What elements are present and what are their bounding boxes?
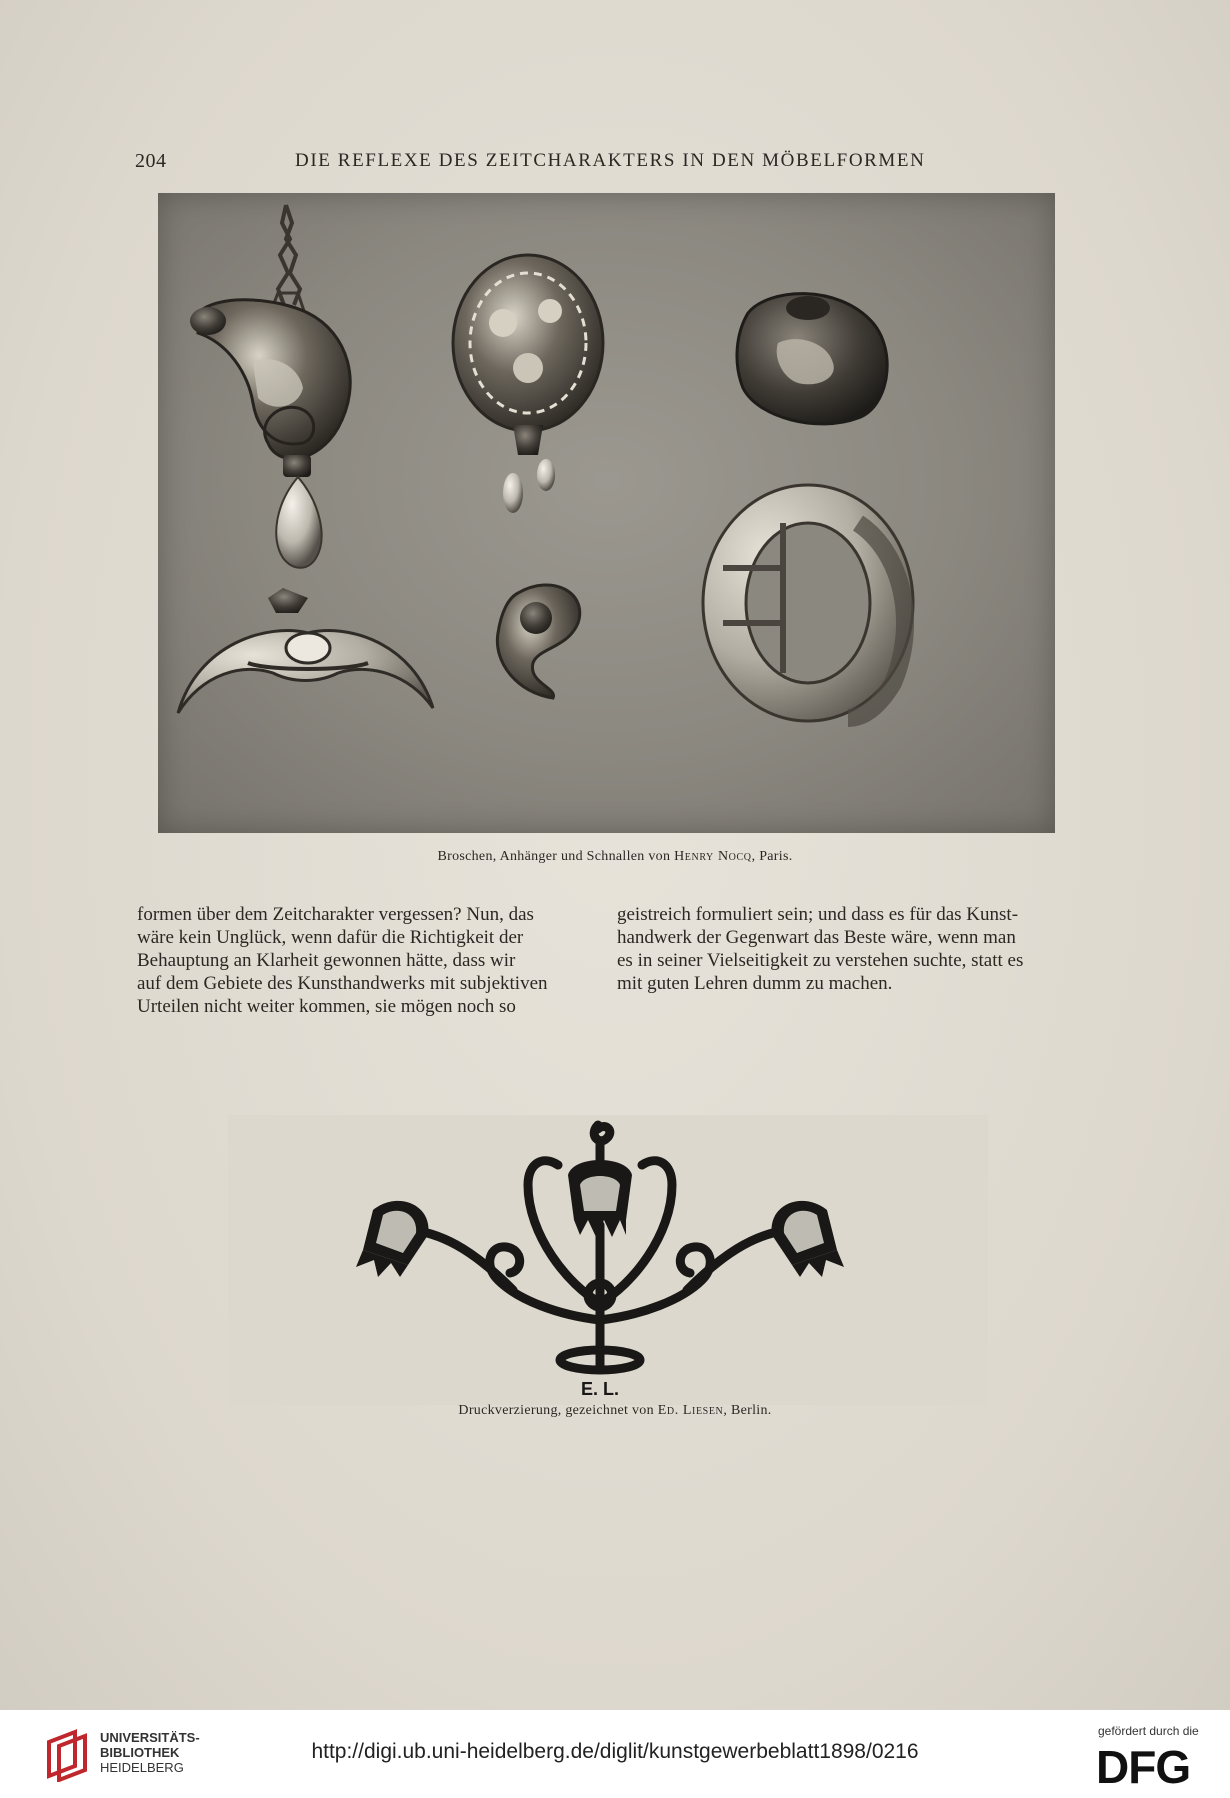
page-header [135, 150, 1095, 180]
text-line: mit guten Lehren dumm zu machen. [617, 973, 893, 994]
running-title: DIE REFLEXE DES ZEITCHARAKTERS IN DEN MÖBELFORMEN [295, 150, 926, 171]
library-name-line: UNIVERSITÄTS- [100, 1730, 200, 1745]
dfg-logo: DFG [1096, 1741, 1191, 1793]
caption-artist: Ed. Liesen [657, 1403, 724, 1418]
cherub-brooch [737, 294, 887, 424]
jewelry-illustration [158, 193, 1055, 833]
ornament-caption [0, 1403, 1230, 1419]
text-line: es in seiner Vielseitigkeit zu verstehen suchte, statt es [617, 950, 1024, 971]
caption-place: , Paris. [751, 849, 793, 864]
openwork-pendant [453, 255, 603, 513]
page-number: 204 [135, 150, 167, 172]
text-line: handwerk der Gegenwart das Beste wäre, wenn man [617, 927, 1016, 948]
jewelry-photograph [158, 193, 1055, 833]
text-line: auf dem Gebiete des Kunsthandwerks mit subjektiven [137, 973, 548, 994]
horn-crescent-brooch [178, 588, 433, 713]
library-name-line: HEIDELBERG [100, 1760, 184, 1775]
source-url-link[interactable]: http://digi.ub.uni-heidelberg.de/diglit/kunstgewerbeblatt1898/0216 [311, 1740, 919, 1763]
funding-text: gefördert durch die [1098, 1724, 1199, 1738]
oval-buckle [703, 485, 913, 721]
ornament-initials: E. L. [580, 1379, 620, 1399]
caption-text: Druckverzierung, gezeichnet von [458, 1403, 654, 1418]
caption-text: Broschen, Anhänger und Schnallen von [437, 849, 671, 864]
caption-place: , Berlin. [723, 1403, 772, 1418]
swirl-brooch [497, 585, 579, 698]
fleur-ornament [228, 1115, 988, 1405]
caption-artist: Henry Nocq [674, 849, 752, 864]
text-line: Urteilen nicht weiter kommen, sie mögen noch so [137, 996, 516, 1017]
pendant-with-chain [190, 205, 350, 568]
body-text [137, 903, 1072, 1033]
text-line: wäre kein Unglück, wenn dafür die Richtigkeit der [137, 927, 524, 948]
right-column [617, 903, 1067, 995]
text-line: geistreich formuliert sein; und dass es für das Kunst- [617, 904, 1019, 925]
footer-bar [0, 1710, 1230, 1798]
ornament-plate [228, 1115, 988, 1405]
photo-caption [0, 849, 1230, 865]
left-column [137, 903, 587, 1018]
text-line: formen über dem Zeitcharakter vergessen? Nun, das [137, 904, 534, 925]
text-line: Behauptung an Klarheit gewonnen hätte, dass wir [137, 950, 516, 971]
library-name-line: BIBLIOTHEK [100, 1745, 180, 1760]
